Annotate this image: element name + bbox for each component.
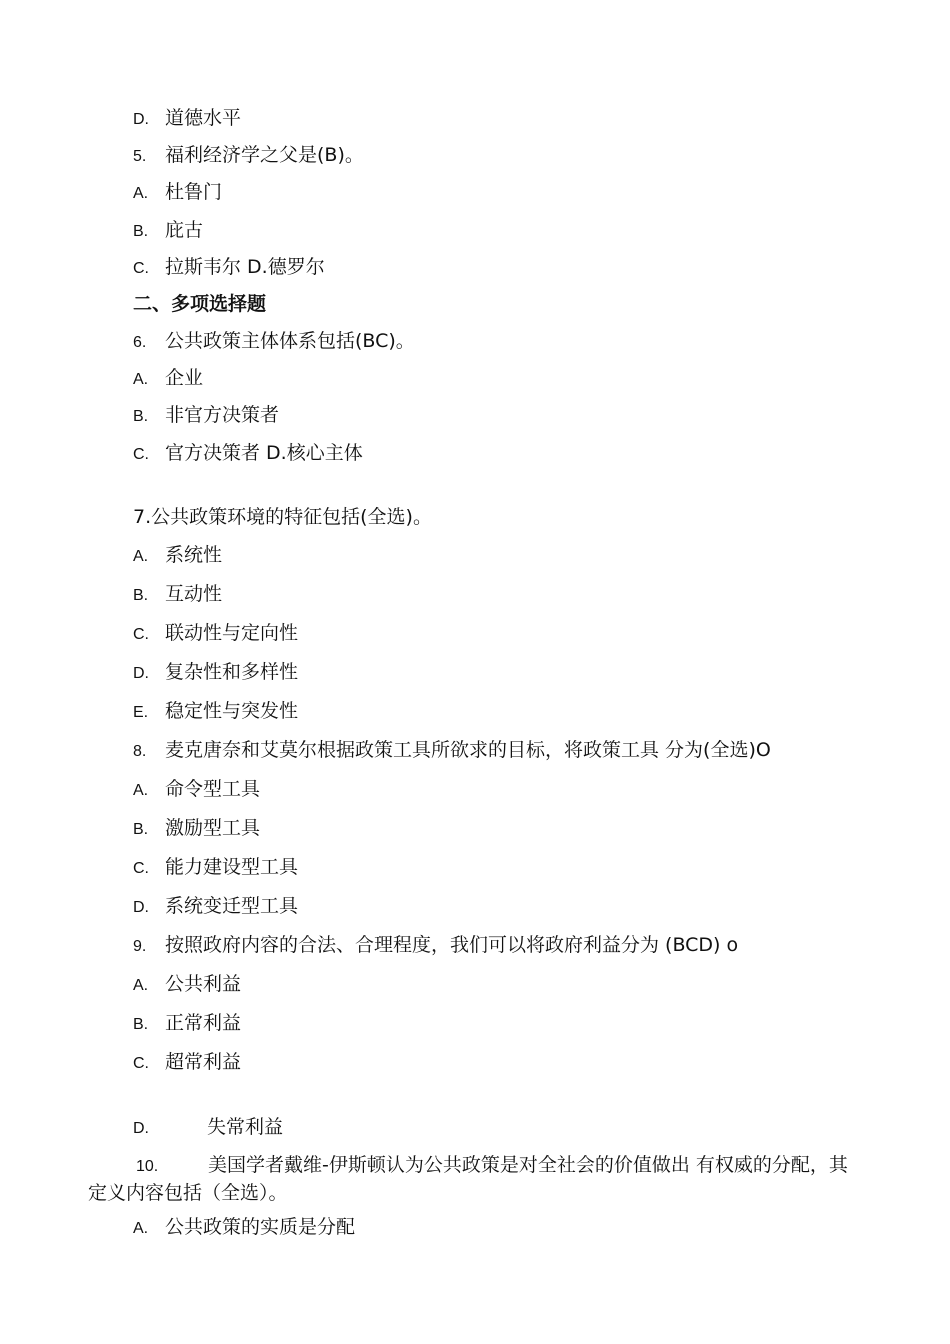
question-number: 6.: [133, 334, 147, 351]
question-text: 按照政府内容的合法、合理程度，我们可以将政府利益分为 (BCD) o: [165, 934, 739, 956]
option-text: 联动性与定向性: [165, 622, 299, 644]
option-text: 拉斯韦尔 D.德罗尔: [165, 256, 325, 278]
question-number: 9.: [133, 938, 147, 955]
option-label: C.: [133, 260, 149, 277]
option-text: 系统变迁型工具: [165, 895, 299, 917]
question-line: [133, 933, 738, 959]
option-text: 非官方决策者: [165, 404, 280, 426]
option-text: 公共利益: [165, 973, 242, 995]
option-line: [133, 894, 298, 920]
option-text: 杜鲁门: [165, 181, 223, 203]
option-label: B.: [133, 1016, 149, 1033]
question-line: [133, 143, 364, 169]
option-text: 激励型工具: [165, 817, 261, 839]
option-label: A.: [133, 185, 149, 202]
option-label: A.: [133, 782, 149, 799]
option-label: A.: [133, 1220, 149, 1237]
section-heading: 二、多项选择题: [133, 293, 267, 315]
option-line: [133, 218, 203, 244]
option-line: [133, 1115, 283, 1141]
option-text: 正常利益: [165, 1012, 242, 1034]
question-line: [133, 738, 771, 764]
question-number: 10.: [136, 1158, 159, 1175]
question-paragraph: [88, 1152, 858, 1206]
option-label: C.: [133, 626, 149, 643]
option-text: 官方决策者 D.核心主体: [165, 442, 363, 464]
option-line: [133, 699, 298, 725]
option-line: [133, 543, 222, 569]
option-label: D.: [133, 665, 149, 682]
option-line: [133, 255, 325, 281]
option-line: [133, 816, 260, 842]
option-text: 道德水平: [165, 107, 242, 129]
option-label: B.: [133, 821, 149, 838]
question-text: 7.公共政策环境的特征包括(全选)。: [133, 506, 432, 528]
option-text: 公共政策的实质是分配: [165, 1216, 356, 1238]
option-text: 企业: [165, 367, 204, 389]
option-label: A.: [133, 371, 149, 388]
option-line: [133, 441, 363, 467]
option-line: [133, 106, 241, 132]
option-line: [133, 403, 279, 429]
option-label: C.: [133, 1055, 149, 1072]
option-line: [133, 972, 241, 998]
option-label: D.: [133, 1120, 149, 1137]
question-text: 美国学者戴维-伊斯顿认为公共政策是对全社会的价值做出 有权威的分配，其定义内容包括（全选）。: [88, 1154, 848, 1204]
option-text: 超常利益: [165, 1051, 242, 1073]
question-text: 福利经济学之父是(B)。: [165, 144, 364, 166]
option-label: A.: [133, 977, 149, 994]
option-text: 庇古: [165, 219, 204, 241]
option-line: [133, 1050, 241, 1076]
option-text: 失常利益: [207, 1116, 284, 1138]
question-text: 公共政策主体体系包括(BC)。: [165, 330, 415, 352]
option-line: [133, 855, 298, 881]
question-line: [133, 329, 415, 355]
option-label: C.: [133, 446, 149, 463]
option-label: D.: [133, 899, 149, 916]
option-line: [133, 621, 298, 647]
option-text: 互动性: [165, 583, 223, 605]
option-line: [133, 366, 203, 392]
option-line: [133, 180, 222, 206]
option-text: 命令型工具: [165, 778, 261, 800]
option-line: [133, 582, 222, 608]
option-line: [133, 1215, 355, 1241]
option-text: 能力建设型工具: [165, 856, 299, 878]
option-text: 系统性: [165, 544, 223, 566]
question-text: 麦克唐奈和艾莫尔根据政策工具所欲求的目标，将政策工具 分为(全选)O: [165, 739, 771, 761]
option-text: 稳定性与突发性: [165, 700, 299, 722]
option-line: [133, 777, 260, 803]
option-label: B.: [133, 223, 149, 240]
option-label: B.: [133, 587, 149, 604]
question-number: 8.: [133, 743, 147, 760]
option-label: D.: [133, 111, 149, 128]
option-label: C.: [133, 860, 149, 877]
option-label: A.: [133, 548, 149, 565]
option-text: 复杂性和多样性: [165, 661, 299, 683]
option-line: [133, 660, 298, 686]
option-label: E.: [133, 704, 149, 721]
option-label: B.: [133, 408, 149, 425]
question-number: 5.: [133, 148, 147, 165]
option-line: [133, 1011, 241, 1037]
